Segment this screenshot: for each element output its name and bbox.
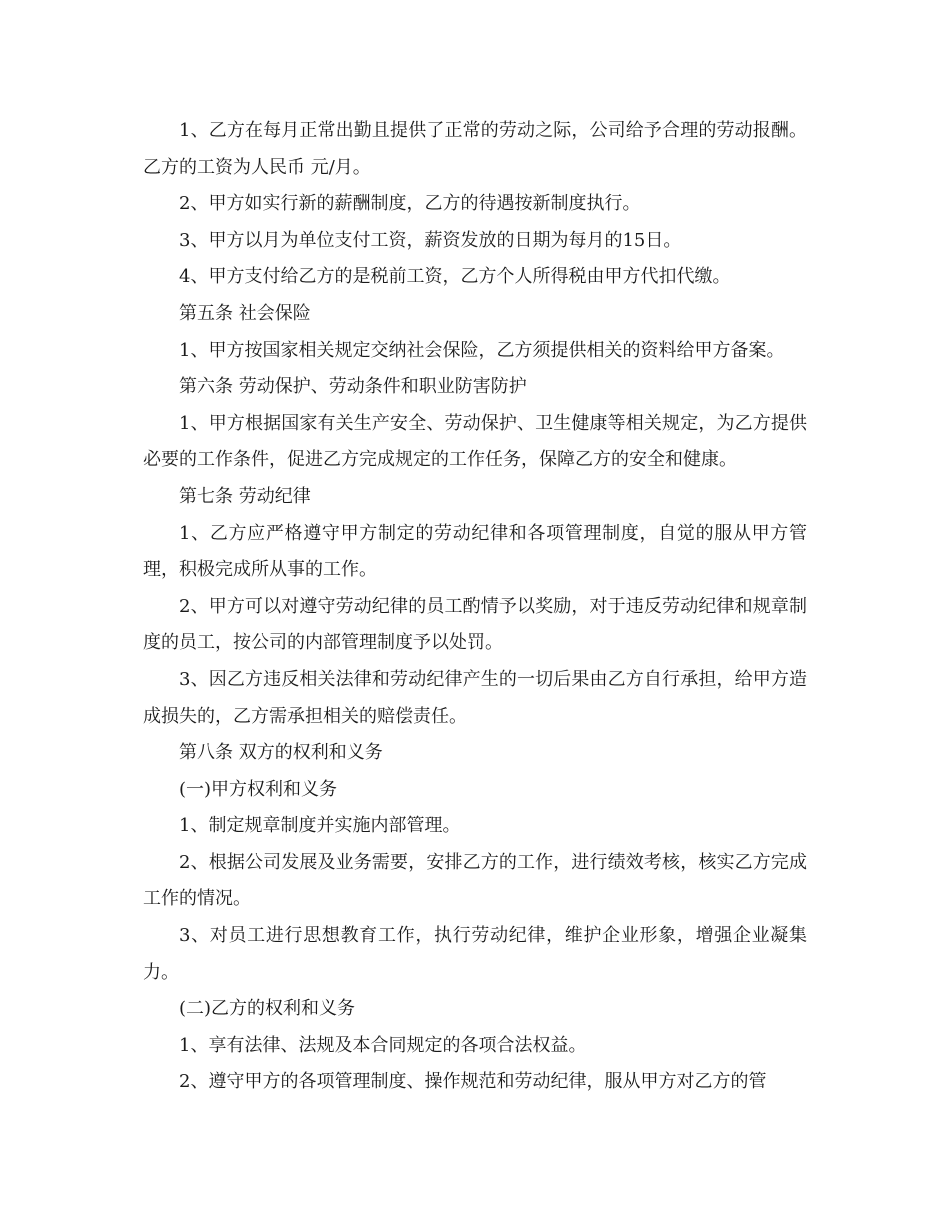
- clause-protection-1: 1、甲方根据国家有关生产安全、劳动保护、卫生健康等相关规定，为乙方提供必要的工作条件，促进乙方完成规定的工作任务，保障乙方的安全和健康。: [143, 412, 807, 471]
- clause-salary-1: 1、乙方在每月正常出勤且提供了正常的劳动之际，公司给予合理的劳动报酬。乙方的工资为人民币 元/月。: [143, 120, 807, 178]
- clause-salary-4: 4、甲方支付给乙方的是税前工资，乙方个人所得税由甲方代扣代缴。: [179, 266, 731, 288]
- section-heading-article-7: 第七条 劳动纪律: [179, 485, 311, 507]
- clause-insurance-1: 1、甲方按国家相关规定交纳社会保险，乙方须提供相关的资料给甲方备案。: [179, 339, 785, 361]
- clause-salary-2: 2、甲方如实行新的薪酬制度，乙方的待遇按新制度执行。: [179, 193, 641, 215]
- section-heading-article-6: 第六条 劳动保护、劳动条件和职业防害防护: [179, 376, 527, 398]
- section-heading-article-8: 第八条 双方的权利和义务: [179, 742, 383, 764]
- clause-salary-3: 3、甲方以月为单位支付工资，薪资发放的日期为每月的15日。: [179, 229, 682, 251]
- subsection-heading-party-b: (二)乙方的权利和义务: [179, 998, 356, 1020]
- clause-discipline-3: 3、因乙方违反相关法律和劳动纪律产生的一切后果由乙方自行承担，给甲方造成损失的，乙方需承担相关的赔偿责任。: [143, 668, 807, 727]
- clause-party-b-1: 1、享有法律、法规及本合同规定的各项合法权益。: [179, 1034, 587, 1056]
- clause-party-a-1: 1、制定规章制度并实施内部管理。: [179, 815, 461, 837]
- clause-party-a-2: 2、根据公司发展及业务需要，安排乙方的工作，进行绩效考核，核实乙方完成工作的情况。: [143, 851, 807, 910]
- subsection-heading-party-a: (一)甲方权利和义务: [179, 778, 338, 800]
- clause-discipline-2: 2、甲方可以对遵守劳动纪律的员工酌情予以奖励，对于违反劳动纪律和规章制度的员工，按公司的内部管理制度予以处罚。: [143, 595, 807, 654]
- section-heading-article-5: 第五条 社会保险: [179, 302, 311, 324]
- clause-party-a-3: 3、对员工进行思想教育工作，执行劳动纪律，维护企业形象，增强企业凝集力。: [143, 925, 807, 983]
- document-body: [143, 113, 807, 1101]
- clause-discipline-1: 1、乙方应严格遵守甲方制定的劳动纪律和各项管理制度，自觉的服从甲方管理，积极完成所从事的工作。: [143, 522, 807, 581]
- clause-party-b-2: 2、遵守甲方的各项管理制度、操作规范和劳动纪律，服从甲方对乙方的管: [179, 1071, 767, 1093]
